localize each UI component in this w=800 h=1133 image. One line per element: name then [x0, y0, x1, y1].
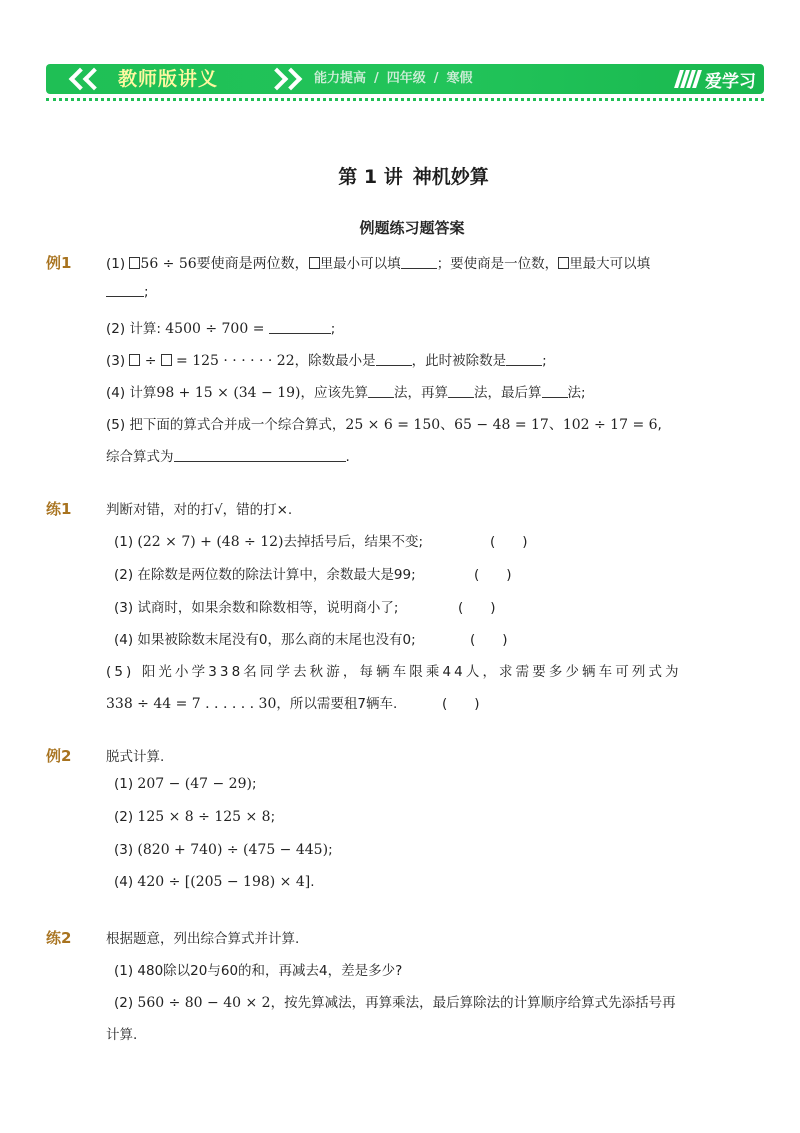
pr2-q2	[114, 991, 676, 1011]
section-tag-pr2: 练2	[46, 929, 72, 947]
math-expression: 560 ÷ 80 − 40 × 2	[137, 995, 271, 1011]
breadcrumb-item: 寒假	[446, 71, 473, 86]
answer-blank	[174, 449, 346, 462]
empty-box-icon	[558, 257, 569, 269]
question-text: ，此时被除数是	[411, 353, 507, 369]
breadcrumb-item: 能力提高	[314, 71, 367, 86]
item-number: (3)	[114, 842, 134, 858]
question-text: 综合算式为	[106, 449, 174, 465]
empty-box-icon	[161, 354, 172, 366]
logo	[677, 64, 756, 94]
math-expression: (22 × 7) + (48 ÷ 12)	[137, 534, 284, 550]
pr2-q1: (1) 480除以20与60的和，再减去4，差是多少?	[114, 963, 403, 979]
pr1-q1	[114, 530, 423, 550]
answer-paren: ( )	[474, 567, 512, 583]
math-expression: 125 × 8 ÷ 125 × 8	[137, 809, 271, 825]
answer-blank	[368, 385, 394, 398]
logo-text: 爱学习	[705, 71, 756, 92]
math-expression: 207 − (47 − 29)	[137, 776, 252, 792]
question-text: ;	[330, 321, 336, 337]
answer-blank	[269, 321, 331, 334]
question-text: ，按先算减法，再算乘法，最后算除法的计算顺序给算式先添括号再	[270, 995, 676, 1011]
ex2-q4	[114, 874, 315, 890]
question-text: ，应该先算	[300, 385, 368, 401]
header-bar	[46, 64, 764, 94]
question-text: (5) 把下面的算式合并成一个综合算式，	[106, 417, 346, 433]
math-expression: 420 ÷ [(205 − 198) × 4]	[137, 874, 311, 890]
item-number: (4)	[114, 874, 134, 890]
math-expression: 4500 ÷ 700 =	[165, 321, 265, 337]
answer-blank	[448, 385, 474, 398]
math-expression: 338 ÷ 44 = 7 . . . . . . 30	[106, 696, 277, 712]
pr2-q2-cont: 计算.	[106, 1027, 138, 1043]
ex2-q3	[114, 842, 333, 858]
question-text: ，所以需要租7辆车.	[276, 696, 398, 712]
answer-blank	[542, 385, 568, 398]
item-number: (3)	[106, 353, 126, 369]
ex1-q1	[106, 252, 650, 273]
question-text: 56 ÷ 56要使商是两位数，	[140, 256, 309, 272]
empty-box-icon	[129, 257, 140, 269]
ex1-q2	[106, 317, 335, 337]
question-text: ;	[270, 809, 276, 825]
question-text: 法;	[567, 385, 586, 401]
math-expression: = 125 · · · · · · 22	[176, 353, 295, 369]
question-text: ;	[251, 776, 257, 792]
ex1-q4	[106, 381, 586, 401]
pr1-q3: (3) 试商时，如果余数和除数相等，说明商小了;	[114, 600, 399, 616]
pr1-intro: 判断对错，对的打√，错的打×.	[106, 502, 293, 518]
ex1-q1-cont	[106, 284, 149, 300]
question-text: ;	[542, 353, 547, 369]
chevron-left-icon	[72, 64, 100, 94]
page-subtitle: 例题练习题答案	[359, 219, 465, 237]
question-text: ,	[657, 417, 662, 433]
ex1-q5-cont	[106, 445, 350, 465]
question-text: ；要使商是一位数，	[436, 256, 559, 272]
question-text: .	[310, 874, 315, 890]
answer-paren: ( )	[442, 696, 480, 712]
breadcrumb-item: 四年级	[386, 71, 426, 86]
math-expression: (820 + 740) ÷ (475 − 445)	[137, 842, 329, 858]
item-number: (1)	[114, 534, 134, 550]
section-tag-pr1: 练1	[46, 500, 72, 518]
question-text: 里最小可以填	[319, 256, 401, 272]
question-text: ，除数最小是	[294, 353, 376, 369]
lecture-number: 第 1 讲	[338, 166, 403, 188]
answer-paren: ( )	[470, 632, 508, 648]
section-tag-ex2: 例2	[46, 747, 72, 765]
logo-icon	[677, 70, 701, 88]
answer-blank	[401, 256, 437, 269]
answer-blank	[506, 353, 542, 366]
question-text: 里最大可以填	[569, 256, 651, 272]
ex1-q5	[106, 413, 662, 434]
question-text: (4) 计算	[106, 385, 157, 401]
math-expression: 25 × 6 = 150、65 − 48 = 17、102 ÷ 17 = 6	[345, 417, 658, 433]
answer-paren: ( )	[458, 600, 496, 616]
ex2-q2	[114, 809, 275, 825]
question-text: 去掉括号后，结果不变;	[283, 534, 424, 550]
answer-blank	[106, 284, 144, 297]
ex2-intro: 脱式计算.	[106, 749, 165, 765]
page-title	[0, 162, 800, 189]
math-expression: ÷	[144, 353, 157, 369]
pr2-intro: 根据题意，列出综合算式并计算.	[106, 931, 300, 947]
ex2-q1	[114, 776, 257, 792]
answer-paren: ( )	[490, 534, 528, 550]
math-expression: 98 + 15 × (34 − 19)	[156, 385, 301, 401]
question-text: ;	[144, 284, 149, 300]
ex1-q3	[106, 349, 547, 369]
header-divider	[46, 98, 764, 101]
item-number: (1)	[106, 256, 126, 272]
empty-box-icon	[129, 354, 140, 366]
item-number: (2)	[114, 809, 134, 825]
chevron-right-icon	[269, 64, 297, 94]
pr1-q5: (5) 阳光小学338名同学去秋游，每辆车限乘44人，求需要多少辆车可列式为	[106, 664, 682, 680]
empty-box-icon	[309, 257, 320, 269]
pr1-q2: (2) 在除数是两位数的除法计算中，余数最大是99;	[114, 567, 416, 583]
item-number: (1)	[114, 776, 134, 792]
answer-blank	[376, 353, 412, 366]
question-text: ;	[328, 842, 333, 858]
question-text: .	[345, 449, 350, 465]
question-text: (2) 计算:	[106, 321, 161, 337]
lecture-name: 神机妙算	[412, 166, 489, 188]
item-number: (2)	[114, 995, 134, 1011]
question-text: 法，最后算	[474, 385, 542, 401]
pr1-q5-cont	[106, 692, 397, 712]
breadcrumb: 能力提高 / 四年级 / 寒假	[314, 71, 473, 86]
pr1-q4: (4) 如果被除数末尾没有0，那么商的末尾也没有0;	[114, 632, 416, 648]
question-text: 法，再算	[394, 385, 448, 401]
header-title: 教师版讲义	[118, 68, 219, 90]
section-tag-ex1: 例1	[46, 254, 72, 272]
